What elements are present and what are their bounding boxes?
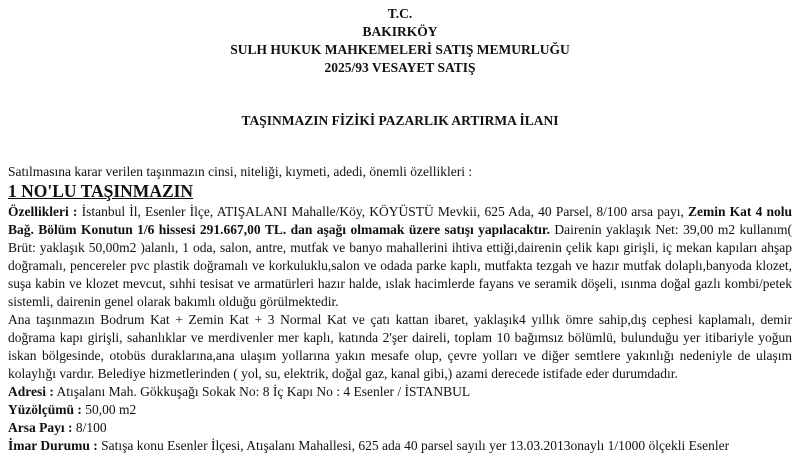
header-court-office: SULH HUKUK MAHKEMELERİ SATIŞ MEMURLUĞU (230, 42, 570, 57)
intro-text: Satılmasına karar verilen taşınmazın cinsi, niteliği, kıymeti, adedi, önemli özellikleri : (8, 164, 473, 179)
address-label: Adresi : (8, 384, 54, 399)
area-line (8, 401, 792, 419)
area-label: Yüzölçümü : (8, 402, 82, 417)
area-value: 50,00 m2 (81, 402, 137, 417)
zoning-value: Satışa konu Esenler İlçesi, Atışalanı Mahallesi, 625 ada 40 parsel sayılı yer 13.03.2013onaylı 1/1000 ölçekli Esenler (97, 438, 730, 453)
features-text-2: Dairenin yaklaşık Net: 39,00 m2 kullanım( Brüt: yaklaşık 50,00m2 )alanlı, 1 oda, salon, antre, mutfak ve banyo mahallerini ihtiva ettiği,dairenin çelik kapı girişli, iç mekan kapıları ahşap doğramalı, pencereler pvc plastik doğramalı ve korkuluklu,salon ve odada parke kaplı, mutfakta tezgah ve hazır mutfak dolaplı,banyoda klozet, suşa kabin ve klozet mevcut, sıhhi tesisat ve armatürleri hazır halde, ıslak hacimlerde fayans ve seramik döşeli, ısınma doğal gazlı kombi/petek sistemli, dairenin genel olarak bakımlı olduğu görülmektedir. (8, 222, 792, 309)
header-tc: T.C. (387, 6, 413, 21)
share-label: Arsa Payı : (8, 420, 73, 435)
features-bold-text: Zemin Kat 4 nolu Bağ. Bölüm Konutun 1/6 hissesi 291.667,00 TL. dan aşağı olmamak üzere satışı yapılacaktır. (8, 204, 793, 237)
address-value: Atışalanı Mah. Gökkuşağı Sokak No: 8 İç Kapı No : 4 Esenler / İSTANBUL (53, 384, 471, 399)
property-details (8, 203, 792, 455)
features-label: Özellikleri : (8, 204, 78, 219)
features-paragraph (8, 203, 792, 311)
share-value: 8/100 (72, 420, 107, 435)
header-file-number: 2025/93 VESAYET SATIŞ (324, 60, 476, 75)
address-line (8, 383, 792, 401)
zoning-label: İmar Durumu : (8, 438, 98, 453)
document-title: TAŞINMAZIN FİZİKİ PAZARLIK ARTIRMA İLANI (241, 113, 559, 128)
header-court-location: BAKIRKÖY (362, 24, 438, 39)
building-paragraph: Ana taşınmazın Bodrum Kat + Zemin Kat + 3 Normal Kat ve çatı kattan ibaret, yaklaşık4 yıllık ömre sahip,dış cephesi kaplamalı, demir doğrama kapı girişli, sahanlıklar ve merdivenler mer kaplı, katında 2'şer daireli, toplam 10 bağımsız bölümlü, bulunduğu yer itibariyle yoğun iskan bölgesinde, otobüs duraklarına,ana ulaşım yollarına yakın mesafe olup, çevre yolları ve diğer semtlere yakınlığı nedeniyle de ulaşım kolaylığı vardır. Belediye hizmetlerinden ( yol, su, elektrik, doğal gaz, kanal gibi,) azami derecede istifade eder durumdadır. (8, 312, 792, 381)
zoning-line (8, 437, 792, 455)
share-line (8, 419, 792, 437)
features-text-1: İstanbul İl, Esenler İlçe, ATIŞALANI Mahalle/Köy, KÖYÜSTÜ Mevkii, 625 Ada, 40 Parsel, 8/100 arsa payı, (77, 204, 688, 219)
section-title: 1 NO'LU TAŞINMAZIN (8, 181, 194, 201)
